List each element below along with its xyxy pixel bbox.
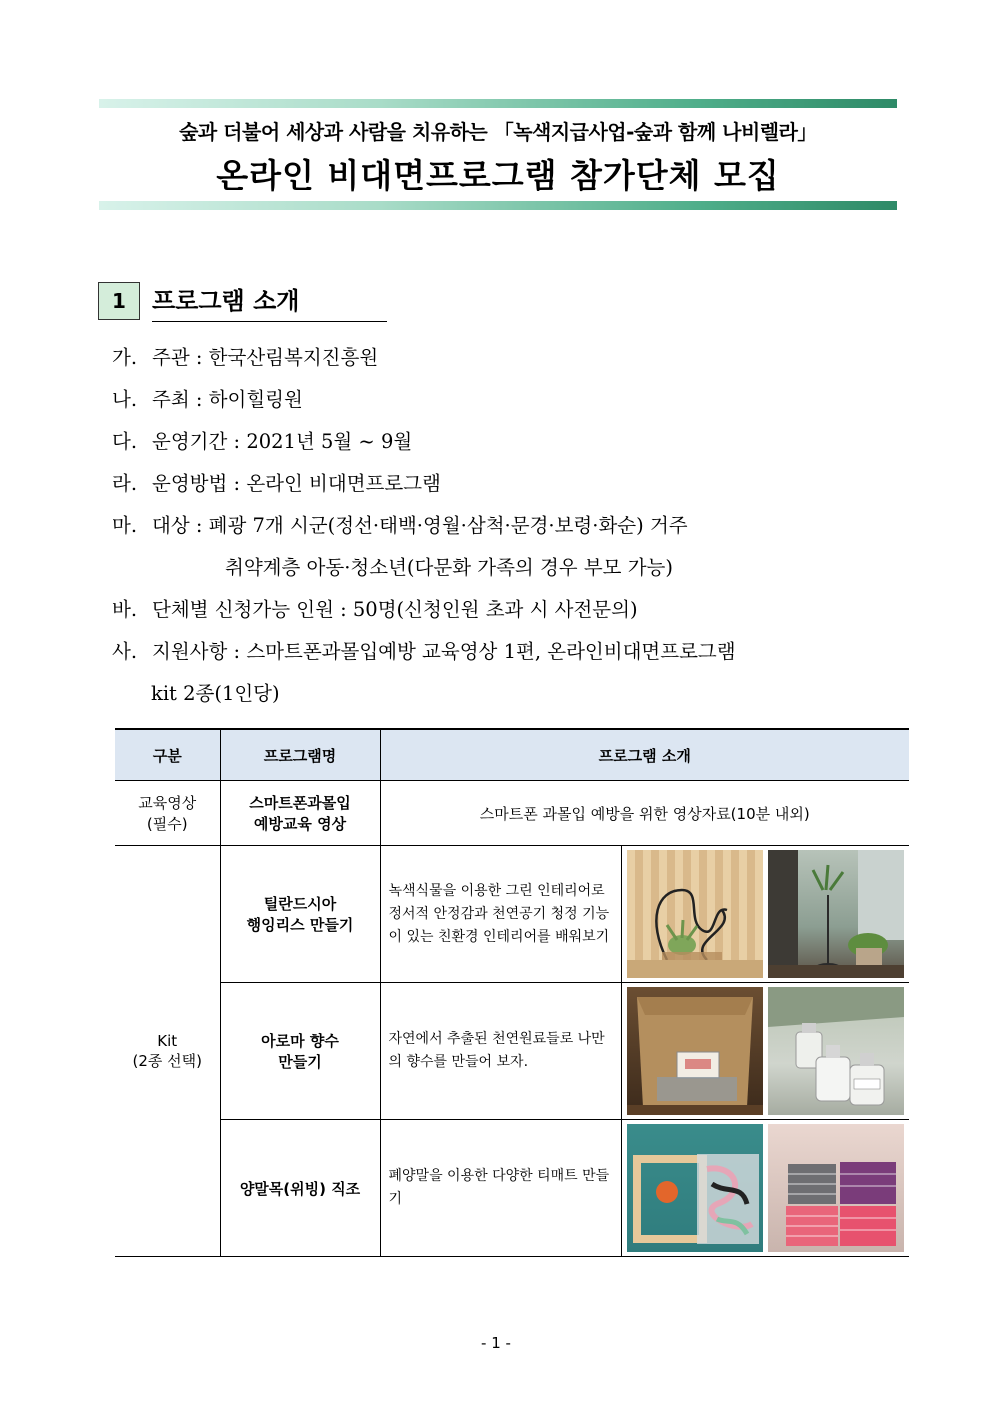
program-name-cell: 틸란드시아 행잉리스 만들기 bbox=[220, 846, 380, 983]
list-item: 가. 주관 : 한국산림복지진흥원 bbox=[112, 346, 379, 369]
header-bottom-bar bbox=[99, 201, 897, 210]
program-intro-cell: 스마트폰 과몰입 예방을 위한 영상자료(10분 내외) bbox=[380, 781, 909, 846]
tillandsia-wire-photo bbox=[627, 850, 763, 978]
window-plants-photo bbox=[768, 850, 904, 978]
section-title: 프로그램 소개 bbox=[152, 284, 387, 322]
woven-mats-photo bbox=[768, 1124, 904, 1252]
perfume-bottles-photo bbox=[768, 987, 904, 1115]
header-top-bar bbox=[99, 99, 897, 108]
list-item: 나. 주최 : 하이힐링원 bbox=[112, 388, 303, 411]
program-name-cell: 스마트폰과몰입 예방교육 영상 bbox=[220, 781, 380, 846]
program-desc-cell: 폐양말을 이용한 다양한 티매트 만들기 bbox=[380, 1120, 621, 1257]
table-row bbox=[115, 1120, 909, 1257]
category-cell: 교육영상 (필수) bbox=[115, 781, 220, 846]
table-header-row bbox=[115, 729, 909, 781]
page-subtitle: 숲과 더불어 세상과 사람을 치유하는 「녹색지급사업-숲과 함께 나비렐라」 bbox=[179, 120, 817, 144]
table-row bbox=[115, 781, 909, 846]
section-number: 1 bbox=[98, 282, 140, 320]
photo-cell bbox=[621, 983, 909, 1120]
program-name-cell: 양말목(위빙) 직조 bbox=[220, 1120, 380, 1257]
program-desc-cell: 자연에서 추출된 천연원료들로 나만의 향수를 만들어 보자. bbox=[380, 983, 621, 1120]
list-item-continuation: 취약계층 아동·청소년(다문화 가족의 경우 부모 가능) bbox=[225, 556, 673, 579]
list-item: 다. 운영기간 : 2021년 5월 ~ 9월 bbox=[112, 430, 413, 453]
info-list bbox=[112, 340, 902, 718]
program-table bbox=[115, 728, 909, 1257]
list-item-continuation: kit 2종(1인당) bbox=[151, 682, 280, 705]
list-item: 마. 대상 : 폐광 7개 시군(정선·태백·영월·삼척·문경·보령·화순) 거주 bbox=[112, 514, 688, 537]
table-row bbox=[115, 846, 909, 983]
header-category: 구분 bbox=[115, 729, 220, 781]
header-program-name: 프로그램명 bbox=[220, 729, 380, 781]
program-desc-cell: 녹색식물을 이용한 그린 인테리어로 정서적 안정감과 천연공기 청정 기능이 있는 친환경 인테리어를 배워보기 bbox=[380, 846, 621, 983]
list-item: 사. 지원사항 : 스마트폰과몰입예방 교육영상 1편, 온라인비대면프로그램 bbox=[112, 640, 736, 663]
photo-cell bbox=[621, 846, 909, 983]
program-name-cell: 아로마 향수 만들기 bbox=[220, 983, 380, 1120]
table-row bbox=[115, 983, 909, 1120]
category-cell: Kit (2종 선택) bbox=[115, 846, 220, 1257]
kraft-bag-kit-photo bbox=[627, 987, 763, 1115]
page-number: - 1 - bbox=[481, 1334, 511, 1352]
page-title: 온라인 비대면프로그램 참가단체 모집 bbox=[216, 156, 780, 195]
photo-cell bbox=[621, 1120, 909, 1257]
list-item: 라. 운영방법 : 온라인 비대면프로그램 bbox=[112, 472, 441, 495]
header-program-intro: 프로그램 소개 bbox=[380, 729, 909, 781]
list-item: 바. 단체별 신청가능 인원 : 50명(신청인원 초과 시 사전문의) bbox=[112, 598, 638, 621]
weaving-loom-photo bbox=[627, 1124, 763, 1252]
